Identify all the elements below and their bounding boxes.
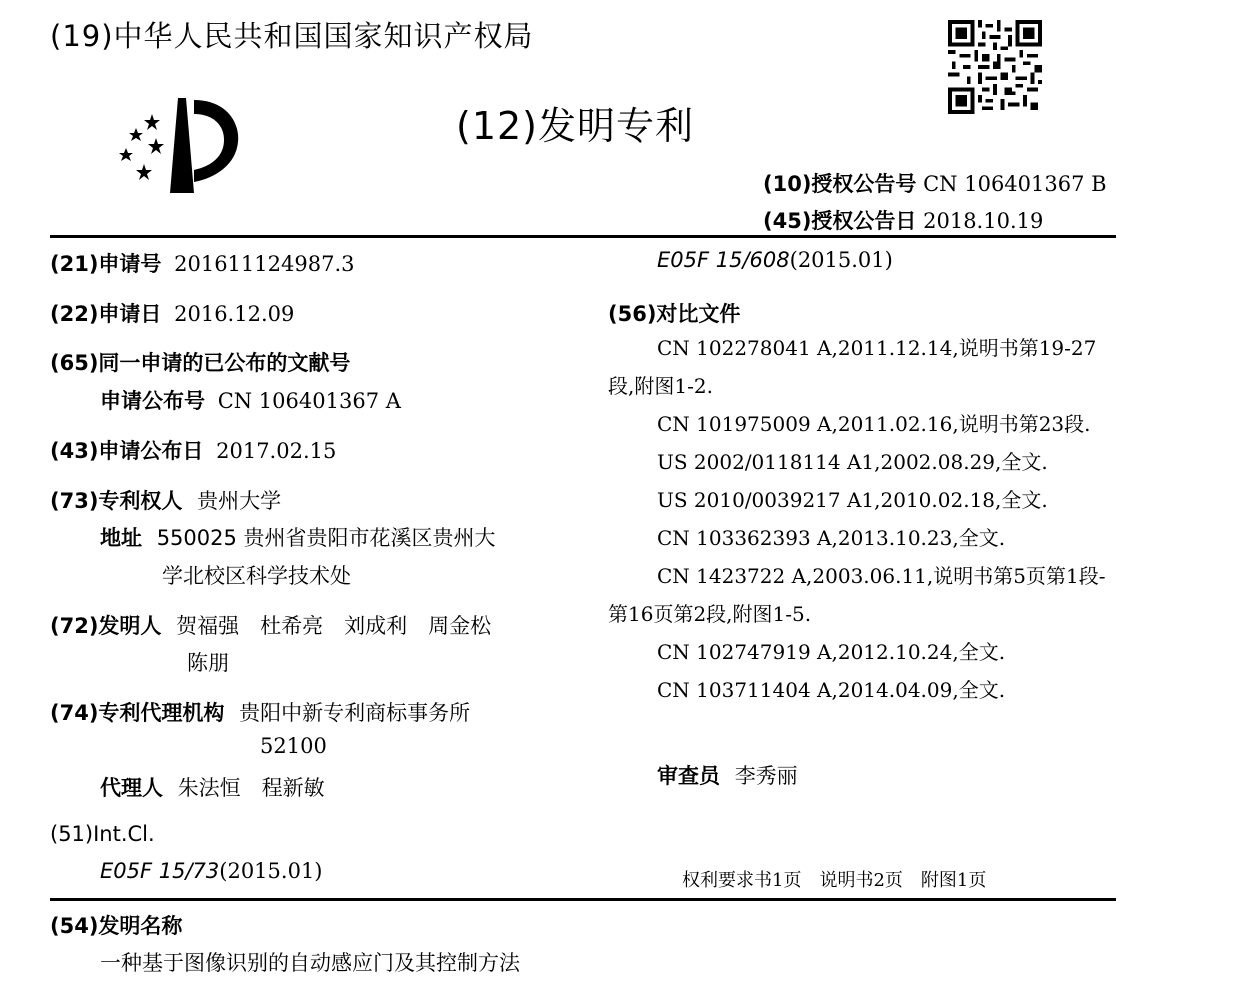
grant-number — [763, 168, 1107, 198]
doc-type-title: (12)发明专利 — [456, 104, 695, 148]
grant-date — [763, 205, 1043, 235]
app-no-label: (21)申请号 — [50, 252, 162, 276]
inventors-label: (72)发明人 — [50, 614, 162, 638]
inventors — [50, 610, 491, 640]
intcl-version: (2015.01) — [219, 859, 323, 883]
ipc2-code: E05F 15/608 — [657, 248, 790, 272]
agent-value: 朱法恒 程新敏 — [177, 776, 325, 800]
invention-title: 一种基于图像识别的自动感应门及其控制方法 — [100, 951, 520, 975]
application-number — [50, 248, 354, 278]
examiner-label: 审查员 — [657, 764, 720, 788]
publication-date — [50, 435, 336, 465]
citation-item: CN 103711404 A,2014.04.09,全文. — [657, 678, 1006, 702]
cnipa-logo — [108, 90, 248, 200]
prior-publication-label: (65)同一申请的已公布的文献号 — [50, 351, 351, 375]
pub-no-value: CN 106401367 A — [217, 389, 401, 413]
office-name: (19)中华人民共和国国家知识产权局 — [50, 19, 534, 53]
bottom-rule — [50, 898, 1116, 901]
intcl-entry — [100, 859, 323, 883]
examiner-value: 李秀丽 — [734, 764, 798, 788]
citation-item: CN 1423722 A,2003.06.11,说明书第5页第1段-第16页第2段,附图1-5. — [608, 564, 1106, 626]
publication-number — [100, 385, 401, 415]
examiner — [657, 760, 798, 790]
grant-no-label: (10)授权公告号 — [763, 172, 917, 196]
citation-item: US 2002/0118114 A1,2002.08.29,全文. — [657, 450, 1048, 474]
address-label: 地址 — [100, 526, 142, 550]
address-line-1: 550025 贵州省贵阳市花溪区贵州大 — [156, 526, 496, 550]
agent-label: 代理人 — [100, 776, 163, 800]
invention-title-label: (54)发明名称 — [50, 914, 183, 938]
citation-item: CN 102747919 A,2012.10.24,全文. — [657, 640, 1006, 664]
citation-item: CN 103362393 A,2013.10.23,全文. — [657, 526, 1006, 550]
inventors-line-1: 贺福强 杜希亮 刘成利 周金松 — [176, 614, 492, 638]
pub-date-label: (43)申请公布日 — [50, 439, 204, 463]
address — [100, 522, 496, 552]
cited-documents-label: (56)对比文件 — [608, 302, 741, 326]
pub-no-label: 申请公布号 — [100, 389, 205, 413]
app-date-value: 2016.12.09 — [174, 302, 295, 326]
ipc2-version: (2015.01) — [789, 248, 893, 272]
agency-label: (74)专利代理机构 — [50, 701, 225, 725]
grant-date-value: 2018.10.19 — [923, 209, 1044, 233]
top-rule — [50, 235, 1116, 238]
patentee-value: 贵州大学 — [197, 489, 282, 513]
citation-item: CN 102278041 A,2011.12.14,说明书第19-27段,附图1-2. — [608, 336, 1097, 398]
patentee — [50, 485, 281, 515]
agency-value: 贵阳中新专利商标事务所 — [239, 701, 471, 725]
citation-list — [608, 329, 1116, 709]
citation-item: US 2010/0039217 A1,2010.02.18,全文. — [657, 488, 1048, 512]
intcl-label: (51)Int.Cl. — [50, 822, 155, 846]
inventors-line-2: 陈朋 — [187, 651, 229, 675]
pub-date-value: 2017.02.15 — [216, 439, 337, 463]
app-date-label: (22)申请日 — [50, 302, 162, 326]
page-counts: 权利要求书1页 说明书2页 附图1页 — [682, 870, 987, 891]
grant-date-label: (45)授权公告日 — [763, 209, 917, 233]
intcl-code: E05F 15/73 — [100, 859, 220, 883]
grant-no-value: CN 106401367 B — [923, 172, 1107, 196]
address-line-2: 学北校区科学技术处 — [162, 564, 351, 588]
agency-code: 52100 — [260, 734, 327, 758]
patentee-label: (73)专利权人 — [50, 489, 183, 513]
citation-item: CN 101975009 A,2011.02.16,说明书第23段. — [657, 412, 1091, 436]
ipc-secondary — [657, 248, 893, 272]
patent-agency — [50, 697, 470, 727]
application-date — [50, 298, 294, 328]
app-no-value: 201611124987.3 — [174, 252, 355, 276]
agent — [100, 772, 325, 802]
qr-code — [948, 20, 1042, 114]
